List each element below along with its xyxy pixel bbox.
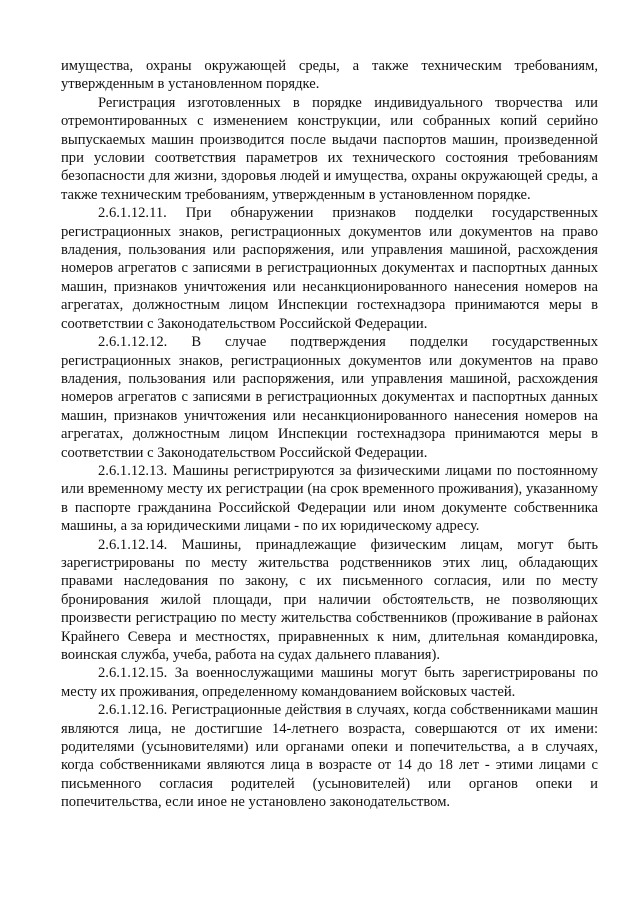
paragraph-2-6-1-12-15: 2.6.1.12.15. За военнослужащими машины могут быть зарегистрированы по месту их проживания, определенному командованием войсковых частей. [61,665,598,700]
paragraph-registration-custom-machines: Регистрация изготовленных в порядке индивидуального творчества или отремонтированных с изменением конструкции, или собранных копий серийно выпускаемых машин производится после выдачи паспортов машин, произведенной при условии соответствия параметров их технического состояния требованиям безопасности для жизни, здоровья людей и имущества, охраны окружающей среды, а также техническим требованиям, утвержденным в установленном порядке. [61,94,598,203]
paragraph-continuation: имущества, охраны окружающей среды, а также техническим требованиям, утвержденным в установленном порядке. [61,58,598,93]
paragraph-2-6-1-12-16: 2.6.1.12.16. Регистрационные действия в случаях, когда собственниками машин являются лица, не достигшие 14-летнего возраста, совершаются от их имени: родителями (усыновителями) или органами опеки и попечительства, а в случаях, когда собственниками являются лица в возрасте от 14 до 18 лет - этими лицами с письменного согласия родителей (усыновителей) или органов опеки и попечительства, если иное не установлено законодательством. [61,702,598,811]
paragraph-2-6-1-12-11: 2.6.1.12.11. При обнаружении признаков подделки государственных регистрационных знаков, регистрационных документов или документов на право владения, пользования или распоряжения, или управления машиной, расхождения номеров агрегатов с записями в регистрационных документах и паспортных данных машин, признаков уничтожения или несанкционированного нанесения номеров на агрегатах, должностным лицом Инспекции гостехнадзора принимаются меры в соответствии с Законодательством Российской Федерации. [61,205,598,332]
paragraph-2-6-1-12-12: 2.6.1.12.12. В случае подтверждения подделки государственных регистрационных знаков, регистрационных документов или документов на право владения, пользования или распоряжения, или управления машиной, расхождения номеров агрегатов с записями в регистрационных документах и паспортных данных машин, признаков уничтожения или несанкционированного нанесения номеров на агрегатах, должностным лицом Инспекции гостехнадзора принимаются меры в соответствии с Законодательством Российской Федерации. [61,334,598,461]
paragraph-2-6-1-12-14: 2.6.1.12.14. Машины, принадлежащие физическим лицам, могут быть зарегистрированы по месту жительства родственников этих лиц, обладающих правами наследования по закону, с их письменного согласия, или по месту бронирования жилой площади, при наличии обстоятельств, не позволяющих произвести регистрацию по месту жительства собственников (проживание в районах Крайнего Севера и местностях, приравненных к ним, длительная командировка, воинская служба, учеба, работа на судах дальнего плавания). [61,536,598,663]
document-body [61,57,598,812]
paragraph-2-6-1-12-13: 2.6.1.12.13. Машины регистрируются за физическими лицами по постоянному или временному месту их регистрации (на срок временного проживания), указанному в паспорте гражданина Российской Федерации или ином документе собственника машины, а за юридическими лицами - по их юридическому адресу. [61,462,598,535]
